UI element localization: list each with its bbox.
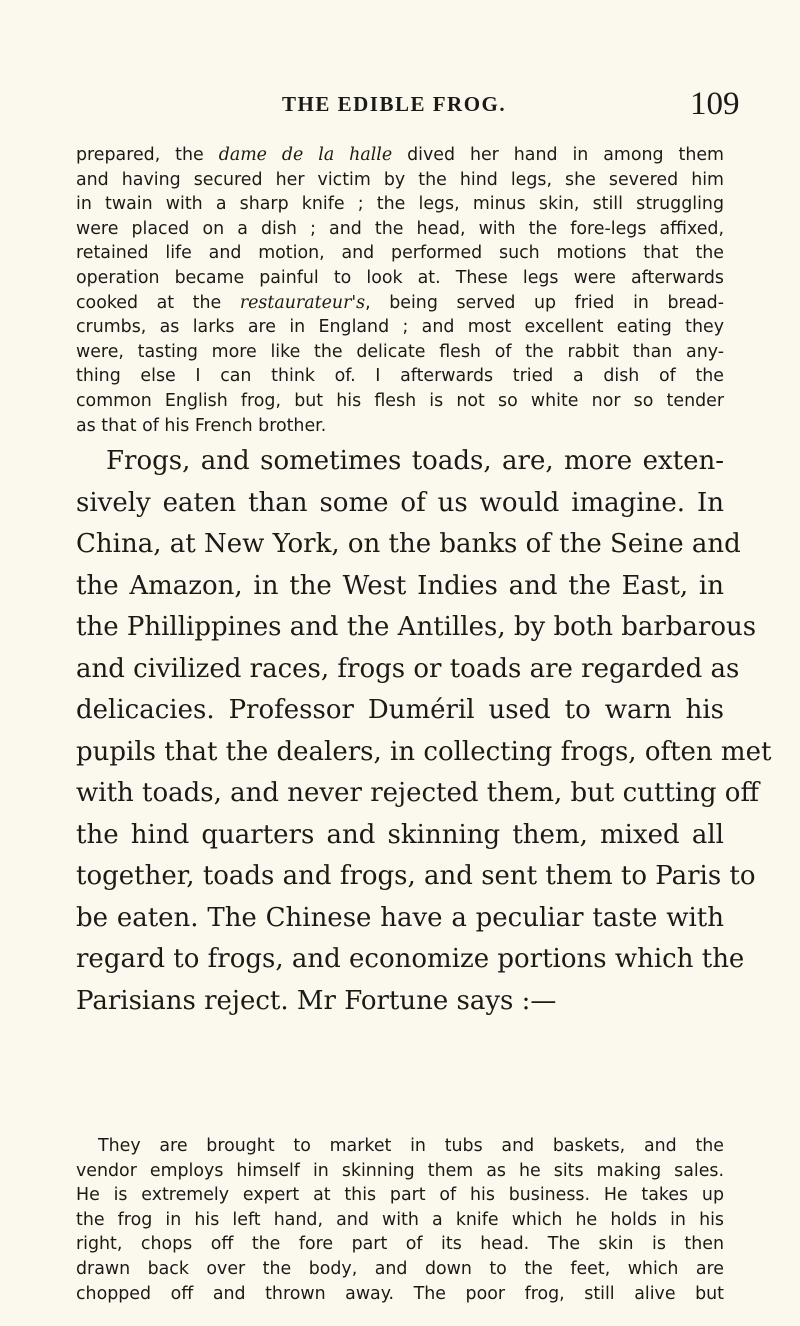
italic-phrase: dame de la halle <box>218 145 393 165</box>
text-line: crumbs, as larks are in England ; and most excellent eating they <box>76 317 724 338</box>
text-line: right, chops off the fore part of its head. The skin is then <box>76 1234 724 1255</box>
text-line: with toads, and never rejected them, but cutting off <box>76 778 759 808</box>
text-line: in twain with a sharp knife ; the legs, minus skin, still struggling <box>76 194 724 215</box>
text-line: be eaten. The Chinese have a peculiar taste with <box>76 902 724 933</box>
text-line: cooked at the restaurateur's, being served up fried in bread- <box>76 292 724 313</box>
text-line: as that of his French brother. <box>76 415 327 436</box>
text-line: Parisians reject. Mr Fortune says :— <box>76 985 557 1016</box>
text-line: regard to frogs, and economize portions which the <box>76 944 745 974</box>
text-line: were, tasting more like the delicate flesh of the rabbit than any- <box>76 341 724 362</box>
text-line: sively eaten than some of us would imagine. In <box>76 487 724 518</box>
text-line: pupils that the dealers, in collecting frogs, often met <box>76 736 772 767</box>
text-line: delicacies. Professor Duméril used to warn his <box>76 695 724 725</box>
text-line: the frog in his left hand, and with a knife which he holds in his <box>76 1209 724 1230</box>
text-line: operation became painful to look at. These legs were afterwards <box>76 267 724 288</box>
italic-phrase: restaurateur's <box>239 292 366 313</box>
text-line: were placed on a dish ; and the head, with the fore-legs affixed, <box>76 218 724 239</box>
text-line: drawn back over the body, and down to the feet, which are <box>76 1258 724 1279</box>
running-title: THE EDIBLE FROG. <box>282 92 507 116</box>
paragraph-continued <box>76 143 724 438</box>
text-line: together, toads and frogs, and sent them to Paris to <box>76 861 756 891</box>
text-line: retained life and motion, and performed such motions that the <box>76 243 724 264</box>
text-line: thing else I can think of. I afterwards tried a dish of the <box>76 366 724 387</box>
text-line: They are brought to market in tubs and baskets, and the <box>98 1136 724 1156</box>
text-line: He is extremely expert at this part of his business. He takes up <box>76 1185 724 1206</box>
text-line: and civilized races, frogs or toads are regarded as <box>76 653 740 684</box>
block-quote <box>76 1134 724 1306</box>
text-line: chopped off and thrown away. The poor frog, still alive but <box>76 1283 724 1304</box>
main-paragraph <box>76 441 772 1022</box>
running-head <box>0 86 800 126</box>
text-line: prepared, the dame de la halle dived her hand in among them <box>76 145 724 165</box>
text-line: the hind quarters and skinning them, mixed all <box>76 819 724 850</box>
text-line: common English frog, but his flesh is not so white nor so tender <box>76 390 724 411</box>
text-line: and having secured her victim by the hind legs, she severed him <box>76 169 724 190</box>
text-line: the Amazon, in the West Indies and the East, in <box>76 570 724 601</box>
text-line: Frogs, and sometimes toads, are, more exten- <box>106 446 724 476</box>
text-line: vendor employs himself in skinning them as he sits making sales. <box>76 1160 724 1181</box>
text-line: the Phillippines and the Antilles, by both barbarous <box>76 612 757 642</box>
page-number: 109 <box>690 86 740 122</box>
text-line: China, at New York, on the banks of the Seine and <box>76 529 741 559</box>
